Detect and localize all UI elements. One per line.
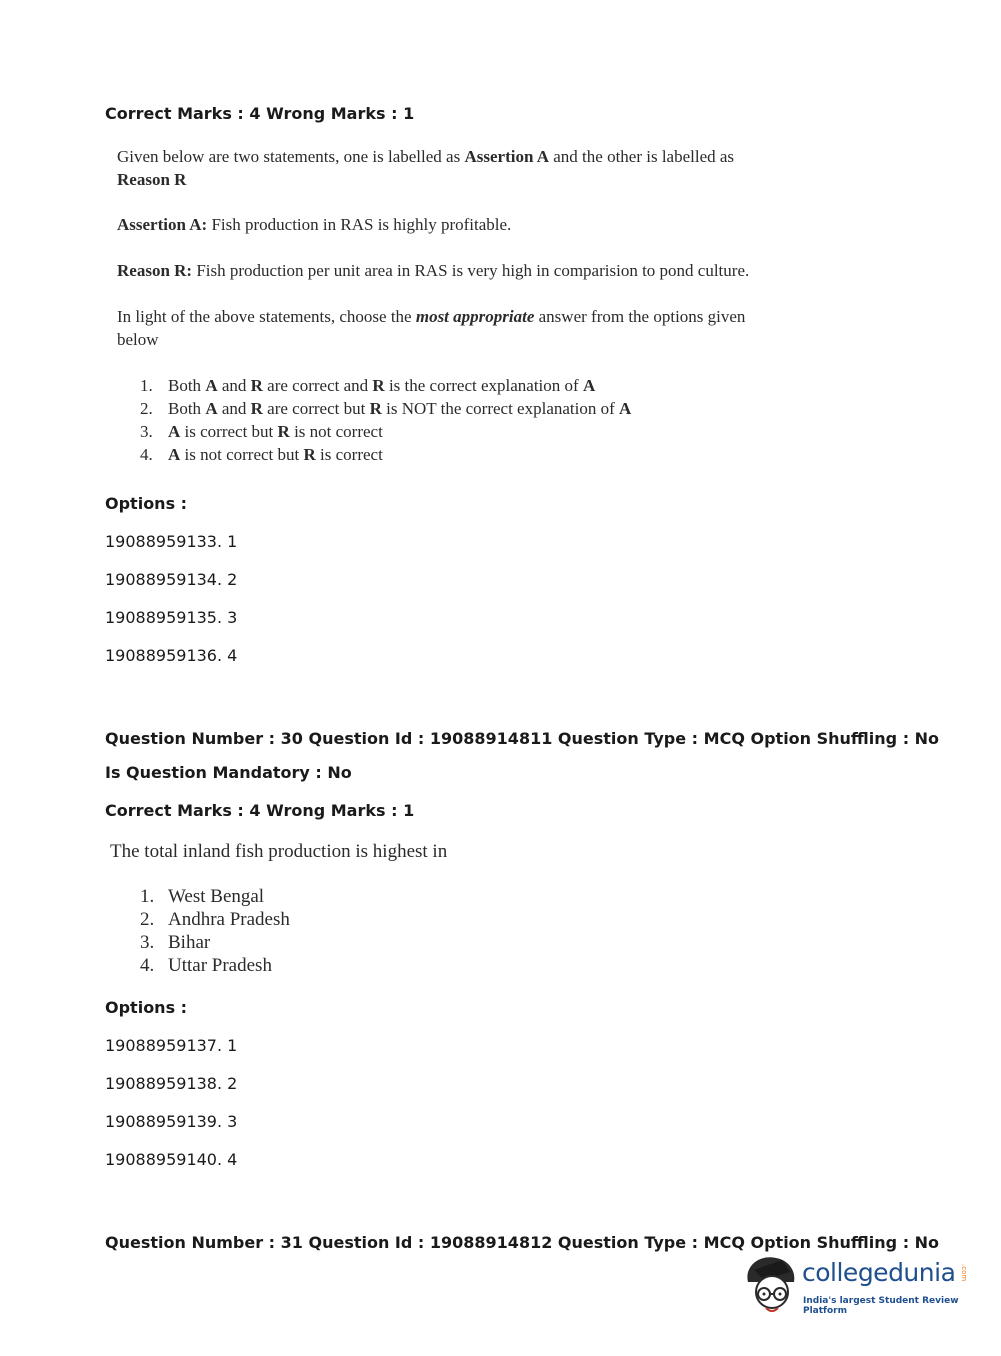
options-label: Options :: [105, 998, 188, 1017]
assertion-statement: [117, 213, 511, 236]
reason-text: Fish production per unit area in RAS is very high in comparision to pond culture.: [192, 261, 750, 280]
choice-item: [140, 374, 631, 397]
choice-a: A: [205, 376, 218, 395]
instruction-text: [117, 305, 745, 351]
choice-text: Andhra Pradesh: [168, 909, 290, 930]
choice-number: 2.: [140, 909, 155, 930]
assertion-text: Fish production in RAS is highly profitable.: [207, 215, 512, 234]
logo-tagline: India's largest Student Review Platform: [803, 1296, 959, 1316]
reason-label: Reason R:: [117, 261, 193, 280]
choice-text: is NOT the correct explanation of: [381, 399, 620, 418]
choice-text: Both: [168, 376, 206, 395]
collegedunia-logo: [742, 1252, 972, 1322]
question-header: Question Number : 30 Question Id : 19088914811 Question Type : MCQ Option Shuffling : No: [105, 729, 940, 748]
mascot-icon: [742, 1252, 800, 1322]
question-text: The total inland fish production is highest in: [110, 841, 448, 862]
option-item: 19088959133. 1: [105, 532, 238, 551]
choice-a: A: [582, 376, 596, 395]
choice-item: [140, 885, 290, 908]
choice-number: 1.: [140, 376, 153, 395]
choice-number: 4.: [140, 445, 153, 464]
option-item: 19088959138. 2: [105, 1074, 238, 1093]
choice-number: 3.: [140, 932, 155, 953]
reason-statement: [117, 259, 749, 282]
options-label: Options :: [105, 494, 188, 513]
choice-list: [140, 885, 290, 977]
option-item: 19088959139. 3: [105, 1112, 238, 1131]
choice-a: A: [168, 445, 181, 464]
choice-text: is not correct but: [180, 445, 304, 464]
choice-r: R: [250, 399, 263, 418]
choice-list: [140, 374, 631, 466]
choice-item: [140, 420, 631, 443]
instruction-emphasis: most appropriate: [415, 307, 535, 326]
choice-item: [140, 931, 290, 954]
choice-text: is the correct explanation of: [384, 376, 583, 395]
choice-number: 1.: [140, 886, 155, 907]
choice-a: A: [619, 399, 632, 418]
choice-text: Bihar: [168, 932, 211, 953]
question-header: Question Number : 31 Question Id : 19088914812 Question Type : MCQ Option Shuffling : No: [105, 1233, 940, 1252]
choice-text: is correct but: [180, 422, 278, 441]
intro-reason: Reason R: [117, 170, 187, 189]
choice-text: is not correct: [289, 422, 383, 441]
choice-r: R: [303, 445, 316, 464]
option-item: 19088959137. 1: [105, 1036, 238, 1055]
choice-r: R: [372, 376, 385, 395]
option-item: 19088959134. 2: [105, 570, 238, 589]
choice-text: are correct but: [262, 399, 370, 418]
correct-marks-line: Correct Marks : 4 Wrong Marks : 1: [105, 104, 415, 123]
instruction-part: In light of the above statements, choose the: [117, 307, 416, 326]
option-item: 19088959136. 4: [105, 646, 238, 665]
assertion-label: Assertion A:: [117, 215, 208, 234]
choice-text: and: [217, 376, 251, 395]
choice-item: [140, 397, 631, 420]
choice-a: A: [168, 422, 181, 441]
choice-text: Both: [168, 399, 206, 418]
choice-text: are correct and: [262, 376, 373, 395]
choice-r: R: [277, 422, 290, 441]
choice-text: and: [217, 399, 251, 418]
choice-item: [140, 443, 631, 466]
choice-number: 3.: [140, 422, 153, 441]
logo-name: collegedunia: [802, 1258, 956, 1287]
choice-text: West Bengal: [168, 886, 265, 907]
choice-number: 4.: [140, 955, 155, 976]
choice-text: Uttar Pradesh: [168, 955, 272, 976]
question-intro: [117, 145, 734, 191]
option-item: 19088959140. 4: [105, 1150, 238, 1169]
logo-suffix: .com: [960, 1264, 968, 1282]
intro-text: Given below are two statements, one is labelled as: [117, 147, 465, 166]
choice-number: 2.: [140, 399, 153, 418]
mandatory-line: Is Question Mandatory : No: [105, 763, 352, 782]
choice-item: [140, 908, 290, 931]
option-item: 19088959135. 3: [105, 608, 238, 627]
choice-item: [140, 954, 290, 977]
instruction-part-3: below: [117, 330, 159, 349]
choice-r: R: [250, 376, 263, 395]
choice-r: R: [369, 399, 382, 418]
instruction-part-2: answer from the options given: [534, 307, 746, 326]
intro-assertion: Assertion A: [464, 147, 549, 166]
intro-text-2: and the other is labelled as: [549, 147, 735, 166]
choice-text: is correct: [315, 445, 383, 464]
choice-a: A: [205, 399, 218, 418]
correct-marks-line: Correct Marks : 4 Wrong Marks : 1: [105, 801, 415, 820]
